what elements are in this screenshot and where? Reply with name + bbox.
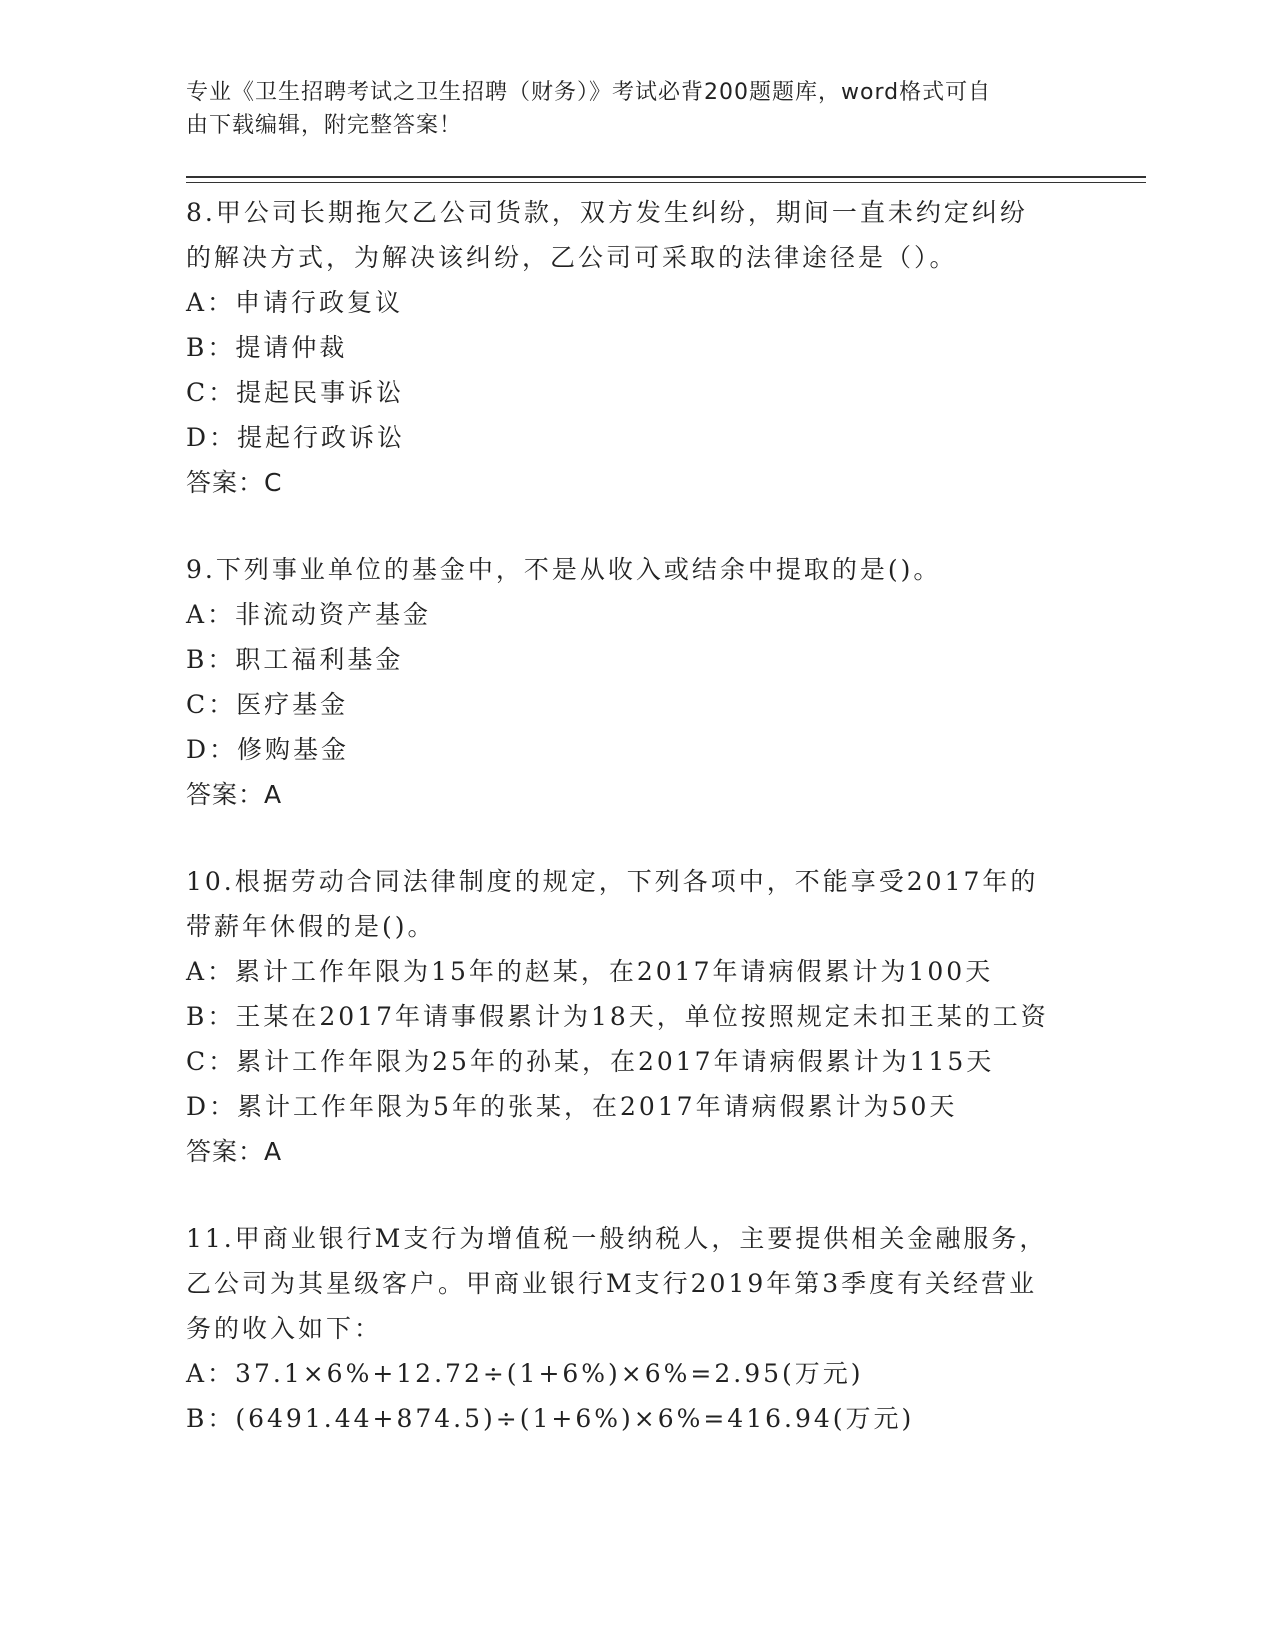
option-c: C：累计工作年限为25年的孙某，在2017年请病假累计为115天	[186, 1047, 995, 1076]
option-b: B：提请仲裁	[186, 333, 348, 362]
answer: 答案：C	[186, 468, 283, 497]
question-stem: 务的收入如下：	[186, 1314, 383, 1343]
header-rule-thin	[186, 182, 1146, 183]
option-a: A：累计工作年限为15年的赵某，在2017年请病假累计为100天	[186, 957, 994, 986]
option-a: A：申请行政复议	[186, 288, 404, 317]
question-stem: 8.甲公司长期拖欠乙公司货款，双方发生纠纷，期间一直未约定纠纷	[186, 198, 1028, 227]
option-a: A：非流动资产基金	[186, 600, 432, 629]
question-stem: 的解决方式，为解决该纠纷，乙公司可采取的法律途径是（）。	[186, 243, 958, 272]
question-11	[186, 1216, 1086, 1441]
question-stem: 乙公司为其星级客户。甲商业银行M支行2019年第3季度有关经营业	[186, 1269, 1038, 1298]
question-list	[186, 190, 1086, 1483]
option-d: D：累计工作年限为5年的张某，在2017年请病假累计为50天	[186, 1092, 958, 1121]
question-9	[186, 547, 1086, 817]
document-header	[186, 76, 1066, 142]
question-stem: 10.根据劳动合同法律制度的规定，下列各项中，不能享受2017年的	[186, 867, 1039, 896]
answer: 答案：A	[186, 780, 283, 809]
question-10	[186, 859, 1086, 1174]
option-b: B：(6491.44+874.5)÷(1+6%)×6%=416.94(万元)	[186, 1404, 915, 1433]
header-line-1: 专业《卫生招聘考试之卫生招聘（财务）》考试必背200题题库，word格式可自	[186, 80, 992, 105]
question-stem: 11.甲商业银行M支行为增值税一般纳税人，主要提供相关金融服务，	[186, 1224, 1048, 1253]
option-d: D：修购基金	[186, 735, 350, 764]
question-stem: 9.下列事业单位的基金中，不是从收入或结余中提取的是()。	[186, 555, 942, 584]
option-b: B：王某在2017年请事假累计为18天，单位按照规定未扣王某的工资	[186, 1002, 1049, 1031]
option-c: C：提起民事诉讼	[186, 378, 405, 407]
answer: 答案：A	[186, 1137, 283, 1166]
header-rule-thick	[186, 176, 1146, 178]
question-8	[186, 190, 1086, 505]
question-stem: 带薪年休假的是()。	[186, 912, 436, 941]
header-line-2: 由下载编辑，附完整答案！	[186, 113, 463, 138]
option-b: B：职工福利基金	[186, 645, 404, 674]
option-d: D：提起行政诉讼	[186, 423, 406, 452]
option-a: A：37.1×6%+12.72÷(1+6%)×6%=2.95(万元)	[186, 1359, 864, 1388]
option-c: C：医疗基金	[186, 690, 349, 719]
